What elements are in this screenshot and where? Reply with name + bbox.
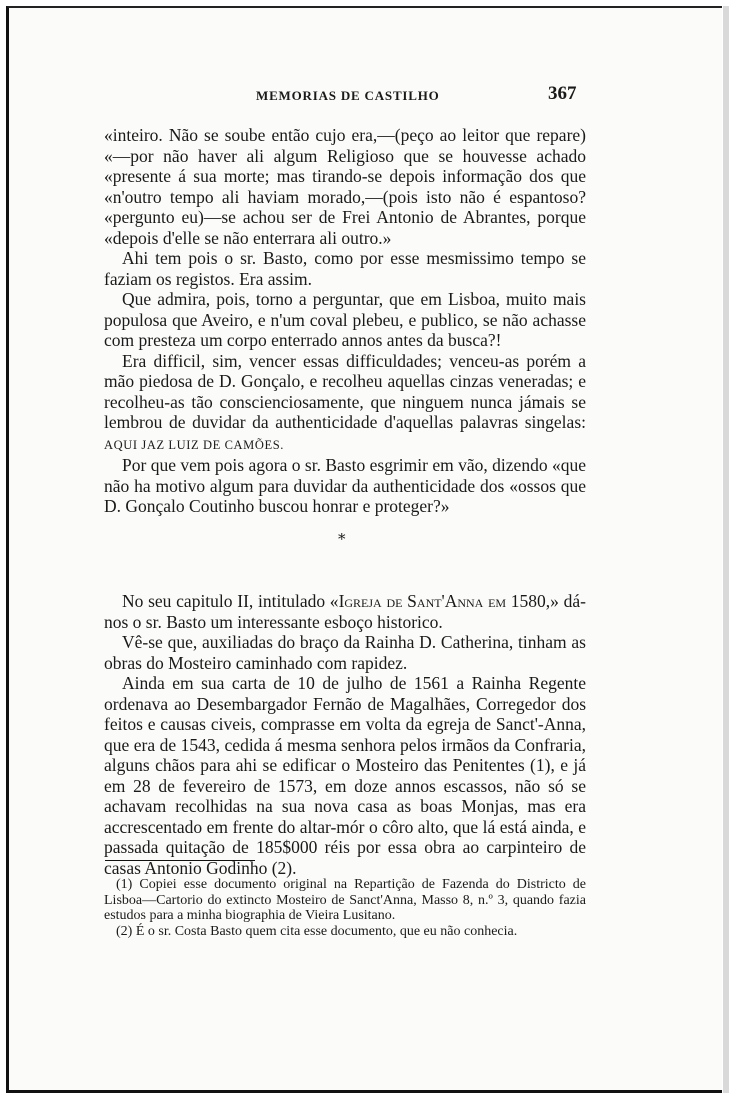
- paragraph: Ahi tem pois o sr. Basto, como por esse mesmissimo tempo se faziam os registos. Era assim.: [104, 248, 586, 289]
- footnote-rule: [105, 860, 255, 861]
- paragraph-text: Era difficil, sim, vencer essas difficuldades; venceu-as porém a mão piedosa de D. Gonçalo, e recolheu aquellas cinzas veneradas; e recolheu-as tão conscienciosamente, que ninguem nunca jámais se lembrou de duvidar da authenticidade d'aquellas palavras singelas:: [104, 350, 586, 432]
- page-number: 367: [548, 83, 577, 104]
- section-separator: *: [338, 530, 346, 548]
- text-block-upper: [104, 125, 586, 517]
- paragraph: Por que vem pois agora o sr. Basto esgrimir em vão, dizendo «que não ha motivo algum para duvidar da authenticidade dos «ossos que D. Gonçalo Coutinho buscou honrar e proteger?»: [104, 455, 586, 516]
- paragraph: Que admira, pois, torno a perguntar, que em Lisboa, muito mais populosa que Aveiro, e n'um coval plebeu, e publico, se não achasse com presteza um corpo enterrado annos antes da busca?!: [104, 289, 586, 350]
- chapter-title: Igreja de Sant'Anna em: [338, 591, 507, 611]
- paragraph: [104, 351, 586, 456]
- running-title: MEMORIAS DE CASTILHO: [256, 88, 440, 103]
- inscription: AQUI JAZ LUIZ DE CAMÕES.: [104, 437, 285, 452]
- paragraph: [104, 591, 586, 632]
- paragraph: Ainda em sua carta de 10 de julho de 1561 a Rainha Regente ordenava ao Desembargador Fernão de Magalhães, Corregedor dos feitos e causas civeis, comprasse em volta da egreja de Sanct'-Anna, que era de 1543, cedida á mesma senhora pelos irmãos da Confraria, alguns chãos para ahi se edificar o Mosteiro das Penitentes (1), e já em 28 de fevereiro de 1573, em doze annos escassos, não só se achavam recolhidas na sua nova casa as boas Monjas, mas era accrescentado em frente do altar-mór o côro alto, que lá está ainda, e passada quitação de 185$000 réis por essa obra ao carpinteiro de casas Antonio Godinho (2).: [104, 673, 586, 878]
- paragraph-quote-continuation: «inteiro. Não se soube então cujo era,—(peço ao leitor que repare) «—por não haver ali algum Religioso que se houvesse achado «presente á sua morte; mas tirando-se depois informação dos que «n'outro tempo ali haviam morado,—(pois isto não é espantoso? «pergunto eu)—se achou ser de Frei Antonio de Abrantes, porque «depois d'elle se não enterrara ali outro.»: [104, 125, 586, 248]
- text-block-lower: [104, 591, 586, 878]
- footnotes: [104, 877, 586, 939]
- page-edge: [723, 6, 729, 1093]
- page-header: [0, 83, 732, 107]
- paragraph-text: 1580,» dá-nos o sr. Basto um interessante esboço historico.: [104, 591, 586, 632]
- footnote: (2) É o sr. Costa Basto quem cita esse documento, que eu não conhecia.: [116, 923, 518, 939]
- paragraph: Vê-se que, auxiliadas do braço da Rainha D. Catherina, tinham as obras do Mosteiro caminhado com rapidez.: [104, 632, 586, 673]
- footnote: (1) Copiei esse documento original na Repartição de Fazenda do Districto de Lisboa—Cartorio do extincto Mosteiro de Sanct'Anna, Masso 8, n.º 3, quando fazia estudos para a minha biographia de Vieira Lusitano.: [104, 877, 586, 923]
- paragraph-text: No seu capitulo II, intitulado «: [122, 591, 339, 611]
